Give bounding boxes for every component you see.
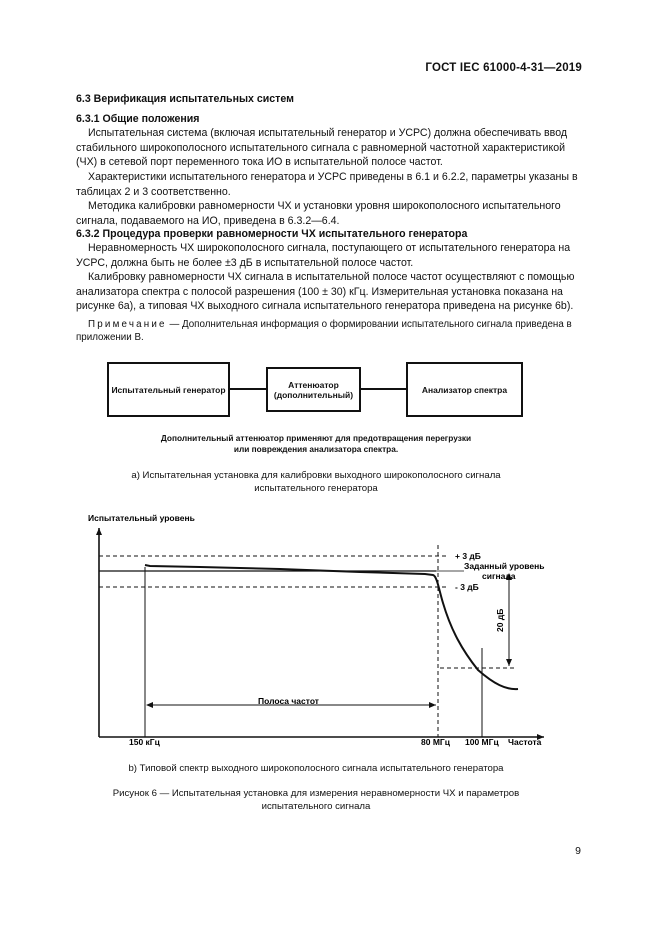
note-text: — Дополнительная информация о формировании испытательного сигнала приведена в приложении В. — [76, 319, 572, 343]
band-label: Полоса частот — [258, 696, 319, 706]
y-axis-label: Испытательный уровень — [88, 513, 195, 523]
section-6-3-title: 6.3 Верификация испытательных систем — [76, 93, 294, 105]
standard-header: ГОСТ IEC 61000-4-31—2019 — [425, 62, 582, 74]
note-label: Примечание — [88, 319, 167, 330]
figure-a-caption-line-2: испытательного генератора — [254, 483, 378, 494]
section-6-3-1-title: 6.3.1 Общие положения — [76, 113, 200, 125]
figure-6-caption-line-1: Рисунок 6 — Испытательная установка для измерения неравномерности ЧХ и параметров — [112, 788, 520, 799]
plus-3db-label: + 3 дБ — [455, 551, 481, 561]
figure-6-caption — [86, 787, 546, 813]
page-number: 9 — [575, 845, 581, 857]
attenuator-box: Аттенюатор (дополнительный) — [266, 367, 361, 412]
target-level-label-2: сигнала — [482, 571, 516, 581]
section-6-3-2-paragraph-2: Калибровку равномерности ЧХ сигнала в испытательной полосе частот осуществляют с помощью анализатора спектра с полосой разрешения (100 ± 30) кГц. Измерительная установка показана на рисунке 6a), а типовая ЧХ выходного сигнала испытательного генератора приведена на рисунке 6b). — [76, 271, 575, 312]
attenuator-note-line-1: Дополнительный аттенюатор применяют для предотвращения перегрузки — [160, 433, 472, 443]
x-axis-label: Частота — [508, 737, 542, 747]
section-6-3-2-title: 6.3.2 Процедура проверки равномерности ЧХ испытательного генератора — [76, 228, 468, 240]
figure-b-caption: b) Типовой спектр выходного широкополосного сигнала испытательного генератора — [128, 763, 504, 774]
section-6-3-1-paragraph-2: Характеристики испытательного генератора и УСРС приведены в 6.1 и 6.2.2, параметры указаны в таблицах 2 и 3 соответственно. — [76, 171, 578, 198]
target-level-label-1: Заданный уровень — [464, 561, 545, 571]
test-generator-box: Испытательный генератор — [107, 362, 230, 417]
section-6-3-1-paragraph-3: Методика калибровки равномерности ЧХ и установки уровня широкополосного испытательного сигнала, подаваемого на ИО, приведена в 6.3.2—6.4. — [76, 200, 561, 227]
x-tick-80mhz: 80 МГц — [421, 737, 450, 747]
figure-6-caption-line-2: испытательного сигнала — [261, 801, 371, 812]
minus-3db-label: - 3 дБ — [455, 582, 479, 592]
section-6-3-1-paragraph-1: Испытательная система (включая испытательный генератор и УСРС) должна обеспечивать ввод стабильного широкополосного испытательного сигнала с равномерной частотной характеристикой (ЧХ) в сетевой порт переменного тока ИО в испытательной полосе частот. — [76, 127, 568, 168]
section-6-3-2-paragraph-1: Неравномерность ЧХ широкополосного сигнала, поступающего от испытательного генератора на УСРС, должна быть не более ±3 дБ в испытательной полосе частот. — [76, 242, 571, 269]
x-tick-150khz: 150 кГц — [129, 737, 160, 747]
attenuator-note-line-2: или повреждения анализатора спектра. — [233, 444, 399, 454]
spectrum-analyzer-box: Анализатор спектра — [406, 362, 523, 417]
x-tick-100mhz: 100 МГц — [465, 737, 499, 747]
figure-a-caption-line-1: a) Испытательная установка для калибровки выходного широкополосного сигнала — [131, 470, 501, 481]
db20-label: 20 дБ — [495, 608, 505, 632]
